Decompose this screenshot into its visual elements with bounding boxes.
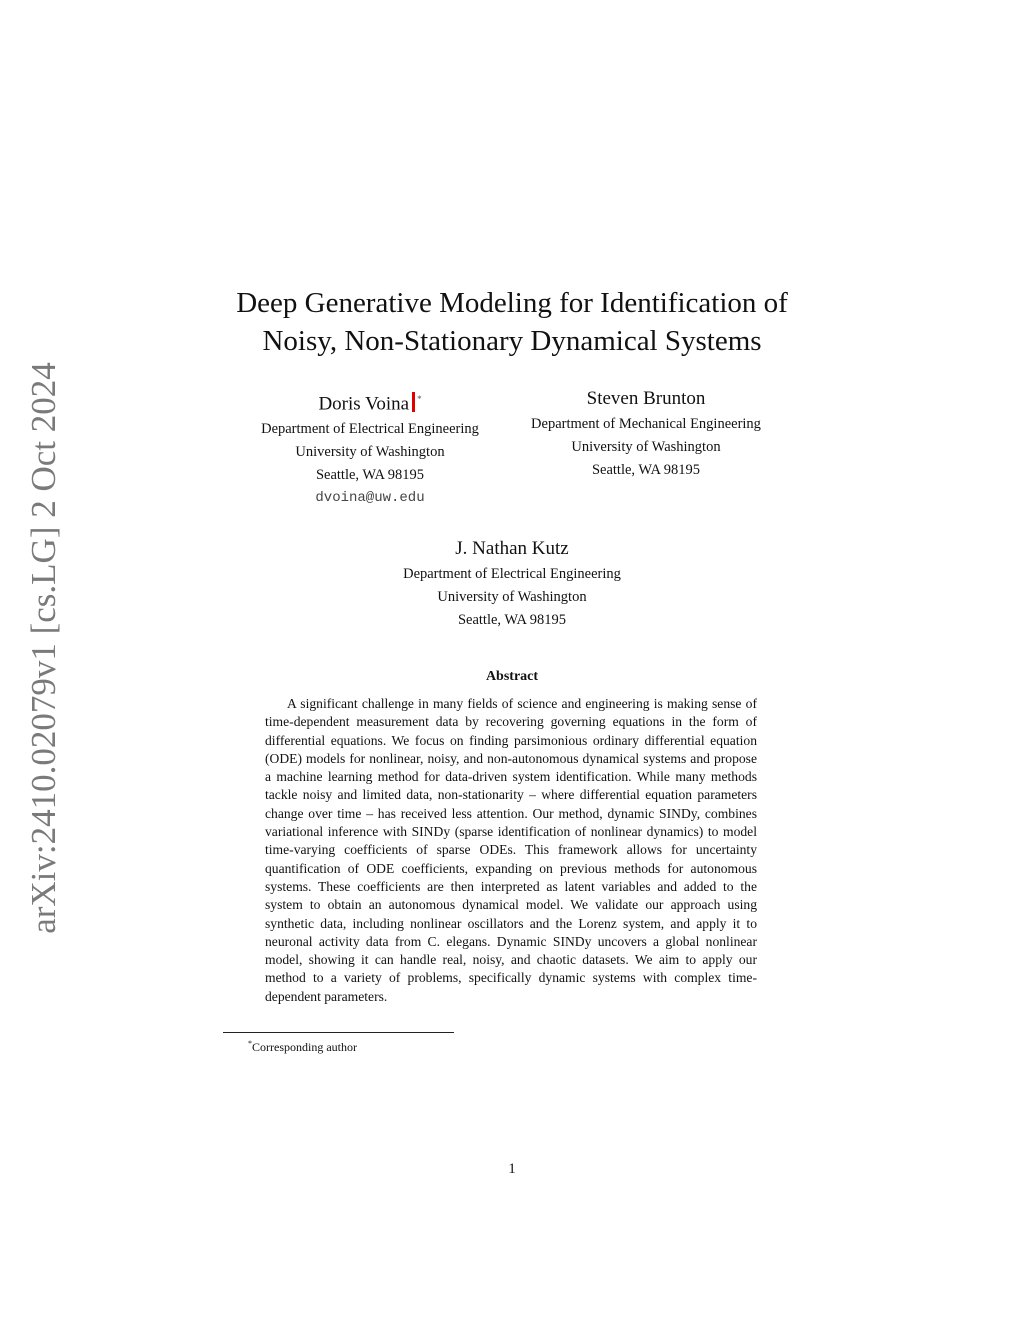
author-name: Doris Voina <box>318 393 410 415</box>
paper-title <box>212 284 812 360</box>
title-line-2: Noisy, Non-Stationary Dynamical Systems <box>262 325 762 357</box>
author-university: University of Washington <box>571 439 721 455</box>
footnote-divider <box>223 1032 454 1033</box>
author-location: Seattle, WA 98195 <box>591 462 701 478</box>
footnote <box>248 1036 357 1055</box>
author-block-brunton <box>516 386 776 482</box>
author-email[interactable]: dvoina@uw.edu <box>315 490 425 507</box>
author-block-voina <box>240 386 500 510</box>
author-location: Seattle, WA 98195 <box>315 467 425 484</box>
footnote-marker[interactable]: * <box>417 394 422 404</box>
footnote-text: Corresponding author <box>252 1040 357 1054</box>
author-university: University of Washington <box>437 589 587 605</box>
footnote-mark: * <box>248 1039 252 1048</box>
author-name-line <box>240 386 500 417</box>
footnote-link-box[interactable] <box>412 392 415 412</box>
author-department: Department of Electrical Engineering <box>261 421 479 438</box>
author-name: Steven Brunton <box>586 388 706 409</box>
author-department: Department of Electrical Engineering <box>403 566 621 582</box>
author-location: Seattle, WA 98195 <box>457 612 567 628</box>
abstract-text: A significant challenge in many fields of science and engineering is making sense of time-dependent measurement data by recovering governing equations in the form of differential equations. We focus on finding parsimonious ordinary differential equation (ODE) models for nonlinear, noisy, and non-autonomous dynamical systems and propose a machine learning method for data-driven system identification. While many methods tackle noisy and limited data, non-stationarity – where differential equation parameters change over time – has received less attention. Our method, dynamic SINDy, combines variational inference with SINDy (sparse identification of nonlinear dynamics) to model time-varying coefficients of sparse ODEs. This framework allows for uncertainty quantification of ODE coefficients, expanding on previous methods for autonomous systems. These coefficients are then interpreted as latent variables and added to the system to obtain an autonomous dynamical model. We validate our approach using synthetic data, including nonlinear oscillators and the Lorenz system, and apply it to neuronal activity data from C. elegans. Dynamic SINDy uncovers a global nonlinear model, showing it can handle real, noisy, and chaotic datasets. We aim to apply our method to a variety of problems, specifically dynamic systems with complex time-dependent parameters. <box>265 696 757 1004</box>
title-line-1: Deep Generative Modeling for Identification of <box>236 287 788 319</box>
author-department: Department of Mechanical Engineering <box>531 416 761 432</box>
author-university: University of Washington <box>295 444 445 461</box>
author-block-kutz <box>382 536 642 632</box>
page-number: 1 <box>508 1161 516 1177</box>
arxiv-stamp: arXiv:2410.02079v1 [cs.LG] 2 Oct 2024 <box>24 362 63 934</box>
abstract-heading: Abstract <box>485 669 539 684</box>
author-name: J. Nathan Kutz <box>455 538 569 559</box>
